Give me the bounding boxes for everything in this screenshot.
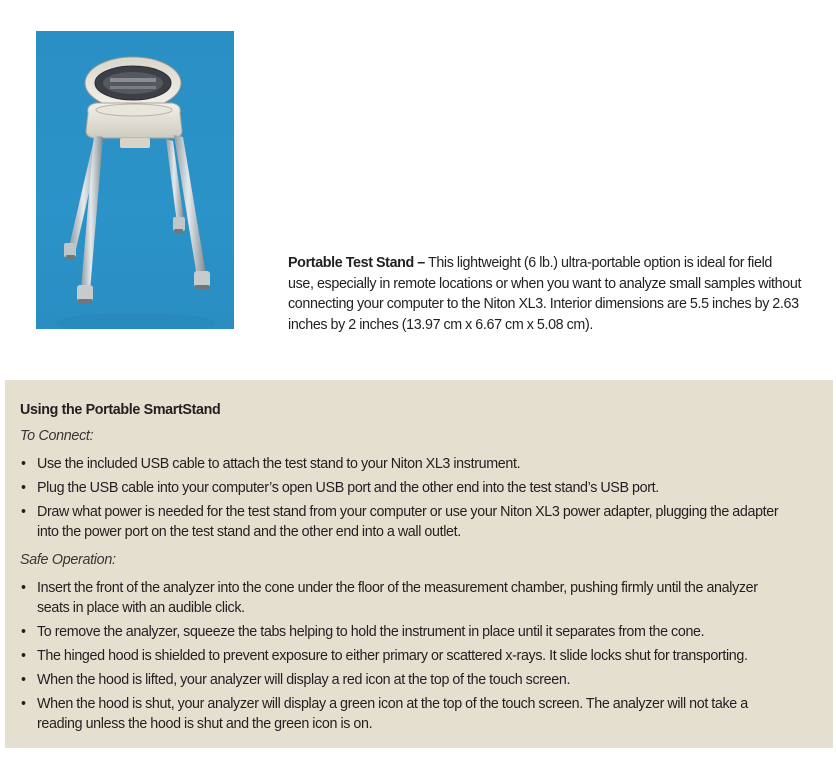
test-stand-illustration <box>36 31 234 329</box>
list-item <box>20 622 819 642</box>
list-item <box>20 478 819 498</box>
list-item-text: The hinged hood is shielded to prevent exposure to either primary or scattered x-rays. It slide locks shut for transporting. <box>37 648 748 664</box>
connect-list <box>20 454 819 542</box>
list-item <box>20 646 819 666</box>
bullet-icon: • <box>21 456 26 472</box>
list-item-text: Insert the front of the analyzer into the cone under the floor of the measurement chamber, pushing firmly until the analyzer seats in place with an audible click. <box>37 580 758 616</box>
connect-heading: To Connect: <box>20 428 94 444</box>
list-item-text: When the hood is lifted, your analyzer will display a red icon at the top of the touch screen. <box>37 672 571 688</box>
list-item <box>20 454 819 474</box>
list-item-text: When the hood is shut, your analyzer will display a green icon at the top of the touch screen. The analyzer will not take a reading unless the hood is shut and the green icon is on. <box>37 696 748 732</box>
bullet-icon: • <box>21 696 26 712</box>
bullet-icon: • <box>21 624 26 640</box>
list-item-text: Draw what power is needed for the test stand from your computer or use your Niton XL3 power adapter, plugging the adapter into the power port on the test stand and the other end into a wall outlet. <box>37 504 779 540</box>
list-item <box>20 502 819 542</box>
list-item-text: Plug the USB cable into your computer’s open USB port and the other end into the test stand’s USB port. <box>37 480 659 496</box>
list-item-text: Use the included USB cable to attach the test stand to your Niton XL3 instrument. <box>37 456 521 472</box>
bullet-icon: • <box>21 672 26 688</box>
product-photo <box>36 31 234 329</box>
intro-lead: Portable Test Stand – <box>288 255 425 271</box>
panel-title: Using the Portable SmartStand <box>20 402 221 418</box>
safe-operation-list <box>20 578 819 734</box>
intro-body: This lightweight (6 lb.) ultra-portable option is ideal for field use, especially in remote locations or when you want to analyze small samples without connecting your computer to the Niton XL3. Interior dimensions are 5.5 inches by 2.63 inches by 2 inches (13.97 cm x 6.67 cm x 5.08 cm). <box>288 255 802 333</box>
instructions-panel <box>5 380 833 748</box>
list-item <box>20 578 819 618</box>
bullet-icon: • <box>21 580 26 596</box>
bullet-icon: • <box>21 648 26 664</box>
list-item-text: To remove the analyzer, squeeze the tabs helping to hold the instrument in place until it separates from the cone. <box>37 624 705 640</box>
list-item <box>20 694 819 734</box>
list-item <box>20 670 819 690</box>
safe-operation-heading: Safe Operation: <box>20 552 116 568</box>
bullet-icon: • <box>21 480 26 496</box>
intro-paragraph <box>288 253 833 335</box>
bullet-icon: • <box>21 504 26 520</box>
